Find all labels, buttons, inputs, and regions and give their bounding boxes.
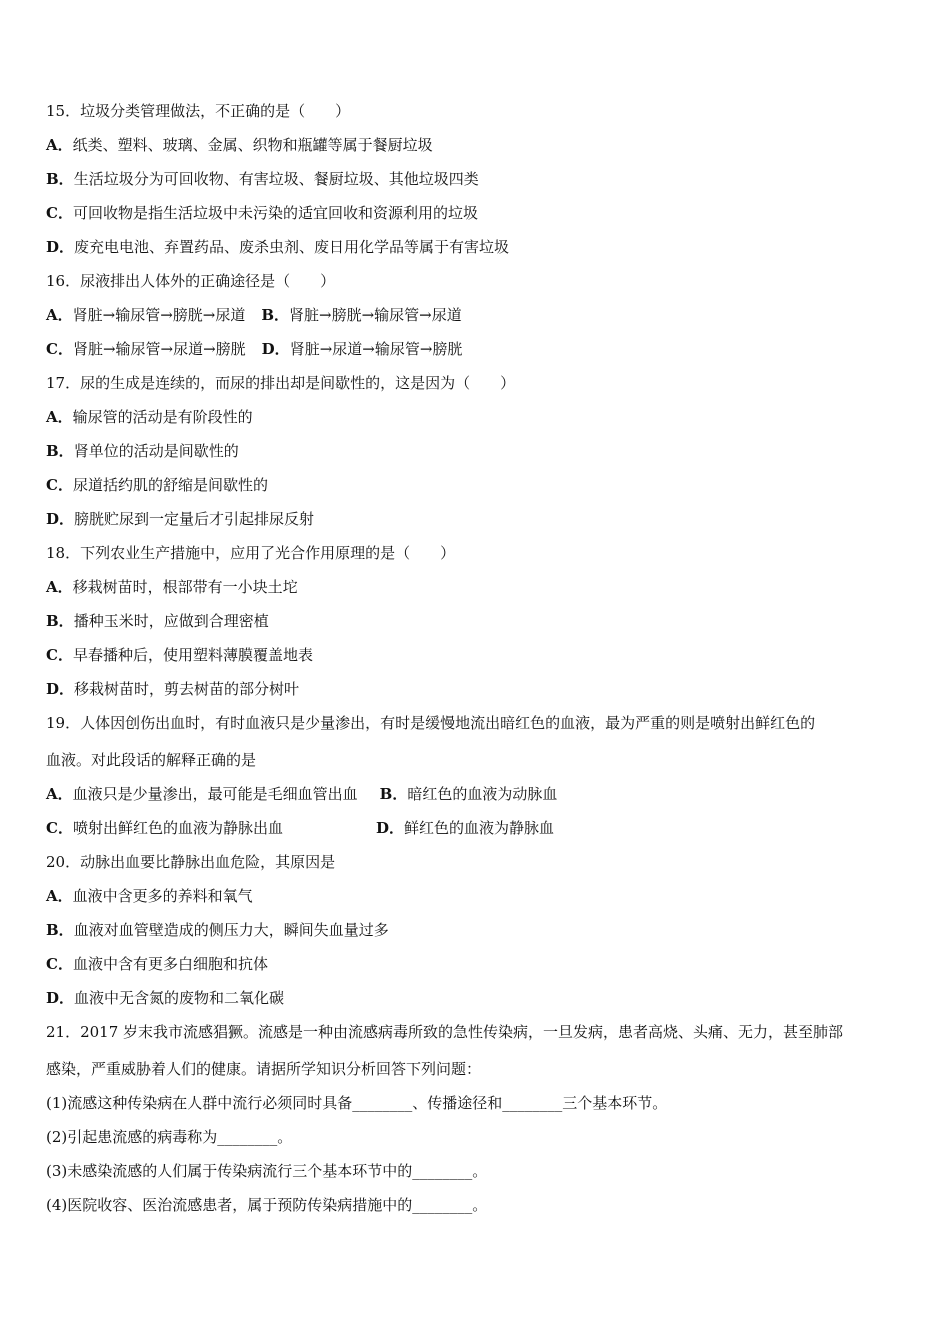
q15-option-a <box>46 135 433 155</box>
option-letter: B． <box>261 306 290 324</box>
option-letter: C． <box>46 819 73 837</box>
option-letter: A． <box>46 785 73 803</box>
option-text: 可回收物是指生活垃圾中未污染的适宜回收和资源利用的垃圾 <box>72 204 478 222</box>
q20-option-a <box>46 886 253 906</box>
q18-option-c <box>46 645 313 665</box>
option-text: 肾脏→输尿管→膀胱→尿道 <box>72 306 246 324</box>
option-text: 废充电电池、弃置药品、废杀虫剂、废日用化学品等属于有害垃圾 <box>74 238 510 256</box>
q21-part-2: (2)引起患流感的病毒称为________。 <box>46 1128 293 1146</box>
q20-option-b <box>46 920 389 940</box>
option-text: 喷射出鲜红色的血液为静脉出血 <box>72 819 283 837</box>
option-letter: C． <box>46 476 73 494</box>
option-letter: C． <box>46 955 73 973</box>
q15-stem: 15．垃圾分类管理做法，不正确的是（ ） <box>46 102 351 120</box>
q18-option-b <box>46 611 269 631</box>
option-text: 纸类、塑料、玻璃、金属、织物和瓶罐等属于餐厨垃圾 <box>72 136 433 154</box>
option-text: 早春播种后，使用塑料薄膜覆盖地表 <box>72 646 313 664</box>
option-text: 血液中无含氮的废物和二氧化碳 <box>74 989 285 1007</box>
option-text: 肾脏→膀胱→输尿管→尿道 <box>289 306 462 324</box>
option-letter: B． <box>46 612 74 630</box>
q19-options-ab <box>46 784 557 804</box>
option-text: 血液只是少量渗出，最可能是毛细血管出血 <box>72 785 358 803</box>
q20-option-d <box>46 988 284 1008</box>
q17-stem: 17．尿的生成是连续的，而尿的排出却是间歇性的，这是因为（ ） <box>46 374 516 392</box>
q21-stem-line1: 21．2017 岁末我市流感猖獗。流感是一种由流感病毒所致的急性传染病，一旦发病，患者高烧、头痛、无力，甚至肺部 <box>46 1023 844 1041</box>
option-text: 肾脏→尿道→输尿管→膀胱 <box>289 340 463 358</box>
q17-option-d <box>46 509 314 529</box>
option-letter: C． <box>46 340 73 358</box>
option-text: 生活垃圾分为可回收物、有害垃圾、餐厨垃圾、其他垃圾四类 <box>73 170 479 188</box>
option-letter: D． <box>261 340 290 358</box>
option-letter: A． <box>46 887 73 905</box>
q16-stem: 16．尿液排出人体外的正确途径是（ ） <box>46 272 336 290</box>
q21-stem-line2: 感染，严重威胁着人们的健康。请据所学知识分析回答下列问题： <box>46 1060 482 1078</box>
option-letter: B． <box>46 442 74 460</box>
q18-stem: 18．下列农业生产措施中，应用了光合作用原理的是（ ） <box>46 544 456 562</box>
option-letter: C． <box>46 646 73 664</box>
option-text: 移栽树苗时，根部带有一小块土坨 <box>72 578 298 596</box>
q20-option-c <box>46 954 268 974</box>
option-text: 输尿管的活动是有阶段性的 <box>72 408 253 426</box>
option-letter: A． <box>46 306 73 324</box>
option-text: 血液中含有更多白细胞和抗体 <box>72 955 268 973</box>
q21-part-3: (3)未感染流感的人们属于传染病流行三个基本环节中的________。 <box>46 1162 488 1180</box>
option-text: 暗红色的血液为动脉血 <box>407 785 558 803</box>
q19-stem-line1: 19．人体因创伤出血时，有时血液只是少量渗出，有时是缓慢地流出暗红色的血液，最为严重的则是喷射出鲜红色的 <box>46 714 816 732</box>
q17-option-b <box>46 441 239 461</box>
q21-part-4: (4)医院收容、医治流感患者，属于预防传染病措施中的________。 <box>46 1196 488 1214</box>
q15-option-b <box>46 169 479 189</box>
q19-option-d <box>376 818 554 838</box>
option-letter: B． <box>379 785 408 803</box>
q21-part-1: (1)流感这种传染病在人群中流行必须同时具备________、传播途径和________三个基本环节。 <box>46 1094 668 1112</box>
option-letter: A． <box>46 578 73 596</box>
q16-options-ab <box>46 305 462 325</box>
option-letter: C． <box>46 204 73 222</box>
option-text: 移栽树苗时，剪去树苗的部分树叶 <box>74 680 300 698</box>
option-letter: D． <box>46 989 75 1007</box>
option-text: 尿道括约肌的舒缩是间歇性的 <box>72 476 268 494</box>
option-letter: D． <box>46 238 75 256</box>
q18-option-a <box>46 577 298 597</box>
option-text: 膀胱贮尿到一定量后才引起排尿反射 <box>74 510 315 528</box>
option-letter: A． <box>46 408 73 426</box>
option-letter: B． <box>46 170 74 188</box>
q20-stem: 20．动脉出血要比静脉出血危险，其原因是 <box>46 853 336 871</box>
option-text: 播种玉米时，应做到合理密植 <box>73 612 269 630</box>
q15-option-d <box>46 237 509 257</box>
option-letter: A． <box>46 136 73 154</box>
option-letter: D． <box>46 680 75 698</box>
option-text: 肾单位的活动是间歇性的 <box>73 442 239 460</box>
option-letter: D． <box>376 819 405 837</box>
option-text: 鲜红色的血液为静脉血 <box>404 819 555 837</box>
q18-option-d <box>46 679 299 699</box>
q17-option-a <box>46 407 253 427</box>
option-letter: B． <box>46 921 74 939</box>
q17-option-c <box>46 475 268 495</box>
q16-options-cd <box>46 339 462 359</box>
q15-option-c <box>46 203 478 223</box>
option-text: 血液对血管壁造成的侧压力大，瞬间失血量过多 <box>73 921 389 939</box>
option-letter: D． <box>46 510 75 528</box>
option-text: 血液中含更多的养料和氧气 <box>72 887 253 905</box>
q19-option-c <box>46 818 283 838</box>
q19-stem-line2: 血液。对此段话的解释正确的是 <box>46 751 257 769</box>
option-text: 肾脏→输尿管→尿道→膀胱 <box>72 340 246 358</box>
